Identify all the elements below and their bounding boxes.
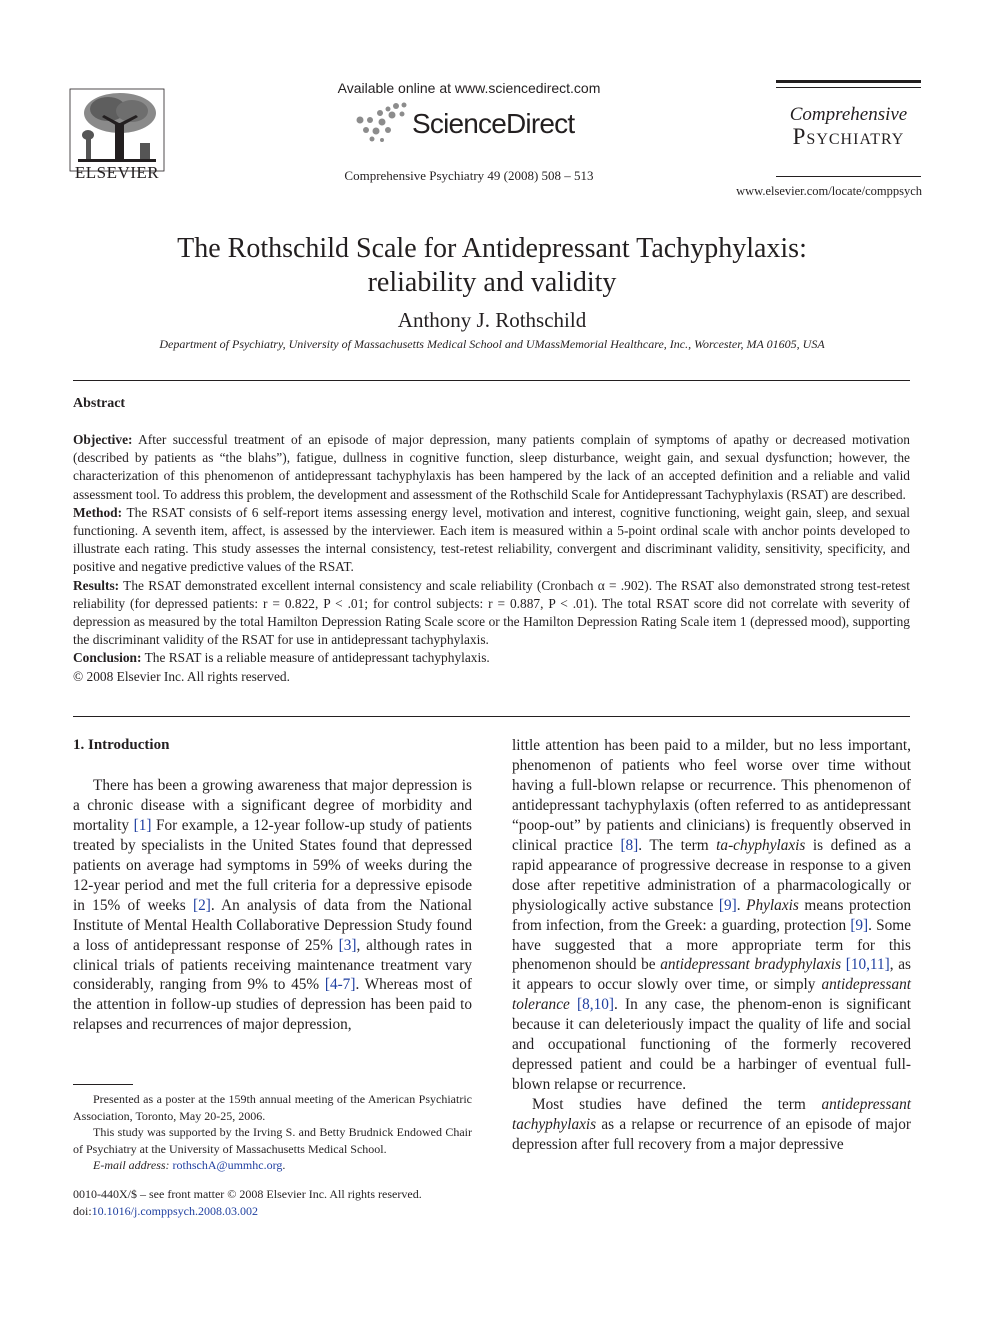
citation-link[interactable]: [8] [620, 836, 639, 854]
text-run: There has been a growing awareness that major depression is a chronic disease with a significant degree of morbidity and mortality [73, 776, 472, 834]
italic-term: Phylaxis [746, 896, 799, 914]
paragraph-intro-1 [73, 776, 472, 1035]
objective-label: Objective: [73, 432, 133, 447]
abstract-conclusion [73, 649, 910, 667]
email-link[interactable]: rothschA@ummhc.org [172, 1158, 283, 1172]
text-run: . Whereas most of the attention in follow-up studies of depression has been paid to relapses and recurrences of major depression, [73, 976, 473, 1034]
doi-label: doi: [73, 1203, 92, 1218]
text-run: is defined as a rapid appearance of progressive decrease in response to a given dose after repetitive administration of a pharmacologically or physiologically active substance [512, 836, 911, 914]
abstract-method [73, 504, 910, 577]
issn-line: 0010-440X/$ – see front matter © 2008 Elsevier Inc. All rights reserved. [73, 1187, 422, 1201]
italic-term: ta-chyphylaxis [716, 836, 806, 854]
email-label: E-mail address: [93, 1158, 170, 1172]
paragraph-intro-2 [512, 736, 911, 1095]
text-run: , although rates in clinical trials of patients receiving maintenance treatment vary considerably, ranging from 9% to 45% [73, 936, 472, 994]
paragraph-intro-3 [512, 1095, 911, 1155]
footnote-email [73, 1157, 472, 1174]
body-column-right [512, 736, 911, 1155]
text-run [570, 996, 577, 1013]
section-heading-introduction: 1. Introduction [73, 737, 170, 753]
results-text: The RSAT demonstrated excellent internal consistency and scale reliability (Cronbach α = .902). The RSAT also demonstrated strong test-retest reliability (for depressed patients: r = 0.822, P < .01; for control subjects: r = 0.887, P < .01). The total RSAT score did not correlate with severity of depression as measured by the total Hamilton Depression Rating Scale score or the Hamilton Depression Rating Scale item 1 (depressed mood), supporting the discriminant validity of the RSAT for use in antidepressant tachyphylaxis. [73, 577, 910, 648]
text-run: . [736, 896, 747, 914]
abstract-results [73, 577, 910, 650]
text-run: , as it appears to occur slowly over time, or simply [512, 956, 911, 994]
article-author: Anthony J. Rothschild [397, 308, 587, 332]
publisher-name: ELSEVIER [74, 163, 160, 182]
objective-text: After successful treatment of an episode of major depression, many patients complain of symptoms of apathy or decreased motivation (described by patients as “the blahs”), fatigue, dullness in cognitive function, sleep disturbance, weight gain, and sexual dysfunction; however, the characterization of this phenomenon of antidepressant tachyphylaxis has been hampered by the lack of an accepted definition and a reliable and valid assessment tool. To address this problem, the development and assessment of the Rothschild Scale for Antidepressant Tachyphylaxis (RSAT) are described. [73, 432, 910, 502]
sciencedirect-brand: ScienceDirect [412, 108, 575, 139]
journal-logo-rule-top [776, 80, 921, 83]
italic-term: antidepressant tolerance [512, 976, 911, 1014]
journal-logo-line2: Psychiatry [792, 124, 905, 149]
italic-term: antidepressant tachyphylaxis [512, 1096, 911, 1134]
abstract-heading: Abstract [73, 396, 126, 411]
page-footer [73, 1186, 493, 1219]
citation-link[interactable]: [1] [133, 816, 152, 834]
article-title [73, 232, 911, 300]
text-run: For example, a 12-year follow-up study of patients treated by specialists in the United States found that depressed patients on average had symptoms in 59% of weeks during the 12-year period and met the full criteria for a depressive episode in 15% of weeks [73, 816, 472, 914]
footnote-funding: This study was supported by the Irving S. and Betty Brudnick Endowed Chair of Psychiatry at the University of Massachusetts Medical School. [73, 1125, 472, 1156]
text-run: Most studies have defined the term [532, 1096, 822, 1114]
journal-logo-line1: Comprehensive [789, 104, 908, 125]
abstract-top-rule [73, 380, 910, 381]
journal-url-link[interactable]: www.elsevier.com/locate/comppsych [736, 184, 922, 198]
journal-logo-rule-bottom [776, 176, 921, 177]
article-title-line2: reliability and validity [367, 267, 617, 298]
text-run: . In any case, the phenom-enon is significant because it can deleteriously impact the quality of life and social and occupational functioning of the formerly recovered depressed patient and could be a harbinger of eventual full-blown relapse or recurrence. [512, 996, 911, 1094]
sciencedirect-dots-icon [352, 100, 412, 142]
citation-link[interactable]: [9] [718, 896, 737, 914]
text-run: as a relapse or recurrence of an episode of major depression after full recovery from a major depressive [512, 1116, 911, 1154]
footnote-rule [73, 1084, 133, 1085]
text-run: . [282, 1158, 286, 1172]
abstract-bottom-rule [73, 716, 910, 717]
doi-line [73, 1203, 493, 1220]
italic-term: antidepressant bradyphylaxis [660, 956, 842, 974]
article-title-line1: The Rothschild Scale for Antidepressant Tachyphylaxis: [177, 233, 807, 264]
author-affiliation: Department of Psychiatry, University of Massachusetts Medical School and UMassMemorial Healthcare, Inc., Worcester, MA 01605, USA [159, 337, 825, 351]
results-label: Results: [73, 577, 120, 593]
citation-link[interactable]: [8,10] [577, 996, 614, 1014]
citation-link[interactable]: [3] [338, 936, 357, 954]
citation-link[interactable]: [10,11] [845, 956, 890, 974]
method-text: The RSAT consists of 6 self-report items assessing energy level, motivation and interest, cognitive functioning, weight gain, sleep, and sexual functioning. A seventh item, affect, is assessed by the interviewer. Each item is measured within a 5-point ordinal scale with anchor points developed to illustrate each rating. This study assesses the internal consistency, test-retest reliability, convergent and discriminant validity, sensitivity, specificity, and positive and negative predictive values of the RSAT. [73, 504, 910, 575]
abstract-objective [73, 431, 910, 504]
abstract-copyright: © 2008 Elsevier Inc. All rights reserved. [73, 668, 290, 684]
conclusion-text: The RSAT is a reliable measure of antidepressant tachyphylaxis. [144, 650, 490, 666]
citation-link[interactable]: [2] [192, 896, 211, 914]
text-run: means protection from infection, from the Greek: a guarding, protection [512, 896, 911, 934]
body-column-left [73, 736, 472, 1035]
journal-logo-rule-top-thin [776, 87, 921, 88]
available-online-text: Available online at www.sciencedirect.com [337, 80, 601, 96]
journal-citation: Comprehensive Psychiatry 49 (2008) 508 – 513 [344, 168, 594, 183]
footnotes [73, 1091, 472, 1174]
citation-link[interactable]: [4-7] [324, 976, 356, 994]
conclusion-label: Conclusion: [73, 650, 142, 666]
text-run: little attention has been paid to a milder, but no less important, phenomenon of patients who feel worse over time without having a full-blown relapse or recurrence. This phenomenon of antidepressant tachyphylaxis (often referred to as antidepressant “poop-out” by patients and clinicians) is frequently observed in clinical practice [512, 737, 911, 854]
method-label: Method: [73, 504, 123, 520]
abstract-body [73, 431, 910, 686]
citation-link[interactable]: [9] [850, 916, 869, 934]
footnote-presented: Presented as a poster at the 159th annual meeting of the American Psychiatric Association, Toronto, May 20-25, 2006. [73, 1092, 472, 1123]
text-run: . Some have suggested that a more appropriate term for this phenomenon should be [512, 916, 911, 974]
text-run: . The term [638, 836, 717, 854]
text-run: . An analysis of data from the National Institute of Mental Health Collaborative Depression Study found a loss of antidepressant response of 25% [73, 896, 472, 954]
doi-link[interactable]: 10.1016/j.comppsych.2008.03.002 [91, 1203, 258, 1218]
